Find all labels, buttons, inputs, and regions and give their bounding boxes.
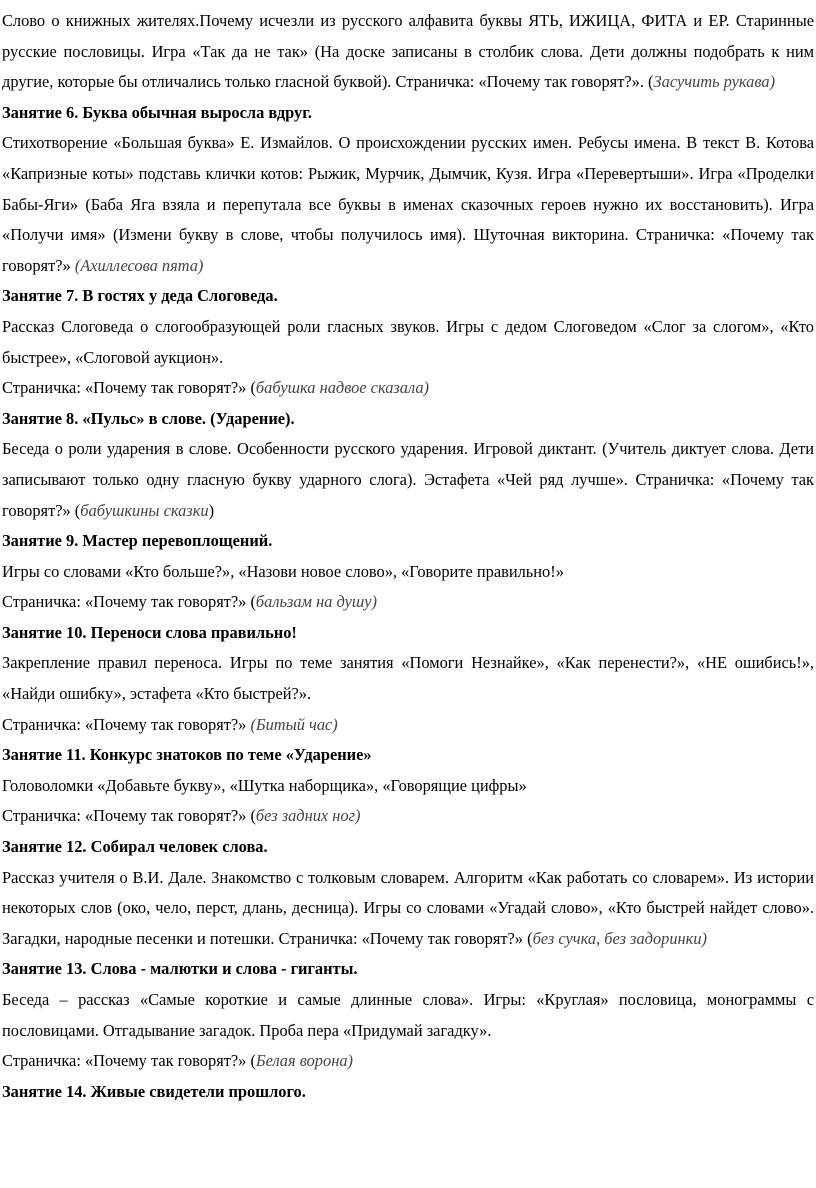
- idiom-italic-text: Засучить рукава): [653, 72, 776, 92]
- body-paragraph: [2, 312, 814, 373]
- paragraph-text: Стихотворение «Большая буква» Е. Измайлов. О происхождении русских имен. Ребусы имена. В текст В. Котова «Капризные коты» подставь клички котов: Рыжик, Мурчик, Дымчик, Кузя. Игра «Перевертыши». Игра «Проделки Бабы-Яги» (Баба Яга взяла и перепутала все буквы в именах сказочных героев нужно их восстановить). Игра «Получи имя» (Измени букву в слове, чтобы получилось имя). Шуточная викторина. Страничка: «Почему так говорят?»: [2, 133, 814, 275]
- idiom-italic-text: Белая ворона): [255, 1051, 353, 1071]
- paragraph-text: Страничка: «Почему так говорят?» (: [2, 378, 256, 398]
- paragraph-text: Игры со словами «Кто больше?», «Назови новое слово», «Говорите правильно!»: [2, 561, 564, 581]
- idiom-italic-text: бальзам на душу): [255, 592, 377, 612]
- paragraph-text: Закрепление правил переноса. Игры по теме занятия «Помоги Незнайке», «Как перенести?», «НЕ ошибись!», «Найди ошибку», эстафета «Кто быстрей?».: [2, 653, 814, 704]
- body-paragraph: [2, 863, 814, 955]
- body-paragraph: [2, 434, 814, 526]
- body-paragraph: [2, 985, 814, 1046]
- body-paragraph: [2, 587, 814, 618]
- paragraph-text: ): [208, 500, 215, 520]
- paragraph-text: Страничка: «Почему так говорят?» (: [2, 592, 256, 612]
- body-paragraph: [2, 648, 814, 709]
- lesson-heading: Занятие 10. Переноси слова правильно!: [2, 622, 297, 642]
- lesson-heading: Занятие 12. Собирал человек слова.: [2, 837, 268, 857]
- lesson-heading: Занятие 14. Живые свидетели прошлого.: [2, 1081, 306, 1101]
- idiom-italic-text: (Ахиллесова пята): [74, 255, 204, 275]
- idiom-italic-text: бабушка надвое сказала): [255, 378, 429, 398]
- paragraph-text: Страничка: «Почему так говорят?» (: [2, 1051, 256, 1071]
- idiom-italic-text: (Битый час): [250, 714, 338, 734]
- paragraph-text: Головоломки «Добавьте букву», «Шутка наборщика», «Говорящие цифры»: [2, 775, 527, 795]
- paragraph-text: Беседа – рассказ «Самые короткие и самые длинные слова». Игры: «Круглая» пословица, монограммы с пословицами. Отгадывание загадок. Проба пера «Придумай загадку».: [2, 990, 814, 1040]
- lesson-heading: Занятие 7. В гостях у деда Слоговеда.: [2, 286, 278, 306]
- body-paragraph: [2, 1046, 814, 1077]
- body-paragraph: [2, 557, 814, 588]
- body-paragraph: [2, 710, 814, 741]
- idiom-italic-text: без сучка, без задоринки): [532, 928, 707, 948]
- lesson-heading: Занятие 6. Буква обычная выросла вдруг.: [2, 102, 312, 122]
- body-paragraph: [2, 801, 814, 832]
- body-paragraph: [2, 373, 814, 404]
- idiom-italic-text: бабушкины сказки: [80, 500, 209, 520]
- paragraph-text: Рассказ учителя о В.И. Дале. Знакомство с толковым словарем. Алгоритм «Как работать со словарем». Из истории некоторых слов (око, чело, перст, длань, десница). Игры со словами «Угадай слово», «Кто быстрей найдет слово». Загадки, народные песенки и потешки. Страничка: «Почему так говорят?» (: [2, 867, 814, 948]
- paragraph-text: Страничка: «Почему так говорят?»: [2, 714, 251, 734]
- paragraph-text: Беседа о роли ударения в слове. Особенности русского ударения. Игровой диктант. (Учитель диктует слова. Дети записывают только одну гласную букву ударного слога). Эстафета «Чей ряд лучше». Страничка: «Почему так говорят?» (: [2, 439, 814, 520]
- paragraph-text: Рассказ Слоговеда о слогообразующей роли гласных звуков. Игры с дедом Слоговедом «Слог за слогом», «Кто быстрее», «Слоговой аукцион».: [2, 316, 814, 367]
- lesson-heading: Занятие 13. Слова - малютки и слова - гиганты.: [2, 959, 358, 979]
- lesson-heading: Занятие 11. Конкурс знатоков по теме «Ударение»: [2, 745, 372, 765]
- body-paragraph: [2, 6, 814, 98]
- lesson-heading: Занятие 8. «Пульс» в слове. (Ударение).: [2, 408, 295, 428]
- lesson-heading: Занятие 9. Мастер перевоплощений.: [2, 531, 273, 551]
- body-paragraph: [2, 771, 814, 802]
- paragraph-text: Страничка: «Почему так говорят?» (: [2, 806, 256, 826]
- body-paragraph: [2, 128, 814, 281]
- idiom-italic-text: без задних ног): [255, 806, 361, 826]
- paragraph-text: Слово о книжных жителях.Почему исчезли из русского алфавита буквы ЯТЬ, ИЖИЦА, ФИТА и ЕР. Старинные русские пословицы. Игра «Так да не так» (На доске записаны в столбик слова. Дети должны подобрать к ним другие, которые бы отличались только гласной буквой). Страничка: «Почему так говорят?». (: [2, 11, 814, 92]
